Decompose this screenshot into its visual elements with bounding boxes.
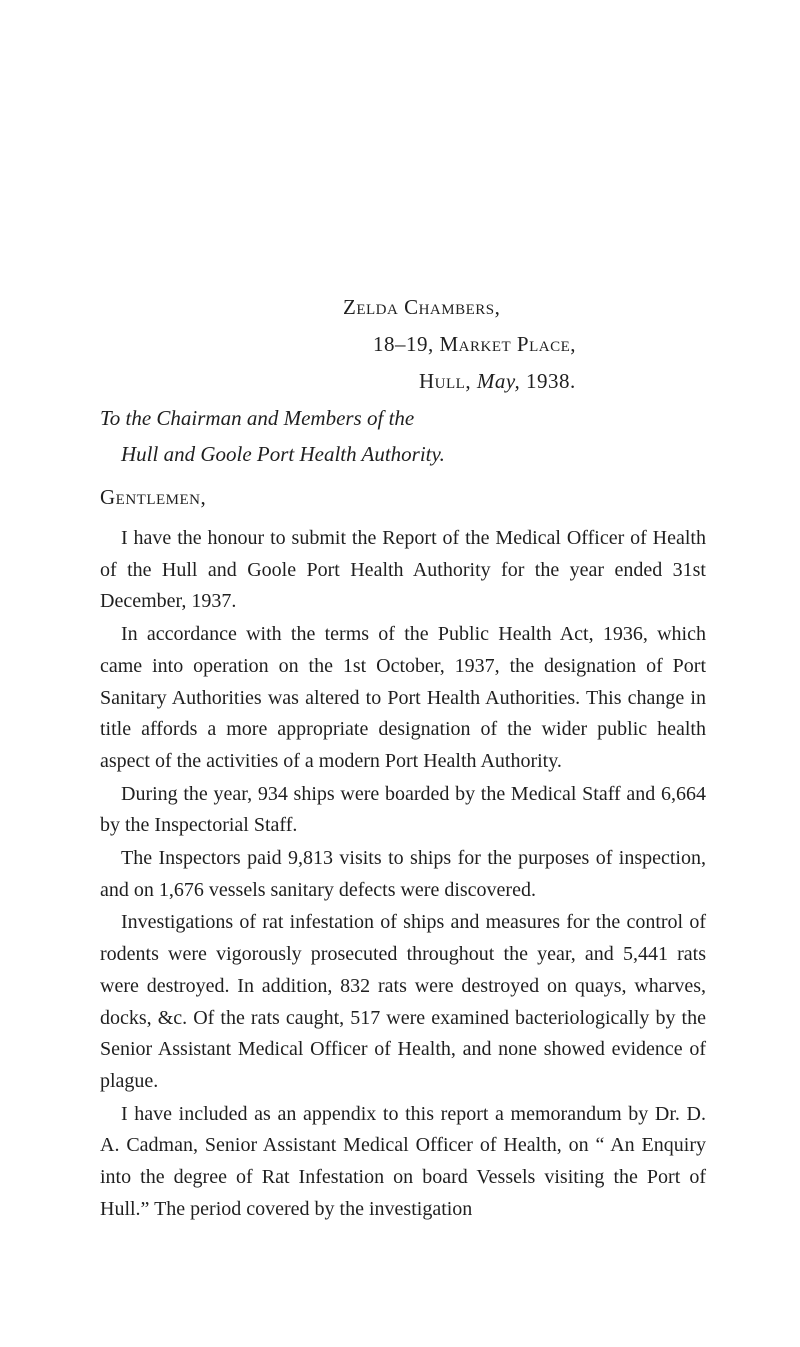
address-line-city-date: [419, 363, 576, 400]
letter-body: [100, 523, 706, 1225]
paragraph-inspector-visits: The Inspectors paid 9,813 visits to ships for the purposes of inspection, and on 1,676 vessels sanitary defects were discovered.: [100, 847, 706, 901]
address-line-street: 18–19, Market Place,: [373, 332, 577, 356]
addressee-line-1: To the Chairman and Members of the: [100, 406, 415, 430]
paragraph-rat-infestation: Investigations of rat infestation of ships and measures for the control of rodents were vigorously prosecuted throughout the year, and 5,441 rats were destroyed. In addition, 832 rats were destroyed on quays, wharves, docks, &c. Of the rats caught, 517 were examined bacteriologically by the Senior Assistant Medical Officer of Health, and none showed evidence of plague.: [100, 911, 706, 1092]
address-city: Hull,: [419, 369, 477, 393]
addressee-line-2: Hull and Goole Port Health Authority.: [121, 442, 445, 466]
paragraph-appendix-memorandum: I have included as an appendix to this report a memorandum by Dr. D. A. Cadman, Senior Assistant Medical Officer of Health, on “ An Enquiry into the degree of Rat Infestation on board Vessels visiting the Port of Hull.” The period covered by the investigation: [100, 1102, 706, 1220]
paragraph-report-submission: I have the honour to submit the Report of the Medical Officer of Health of the Hull and Goole Port Health Authority for the year ended 31st December, 1937.: [100, 527, 706, 613]
address-month: May,: [476, 369, 521, 393]
paragraph-ships-boarded: During the year, 934 ships were boarded by the Medical Staff and 6,664 by the Inspectorial Staff.: [100, 782, 706, 837]
address-year: 1938.: [520, 369, 576, 393]
paragraph-public-health-act: In accordance with the terms of the Public Health Act, 1936, which came into operation on the 1st October, 1937, the designation of Port Sanitary Authorities was altered to Port Health Authorities. This change in title affords a more appropriate designation of the wider public health aspect of the activities of a modern Port Health Authority.: [100, 623, 706, 772]
salutation: Gentlemen,: [100, 485, 207, 509]
address-line-building: Zelda Chambers,: [343, 295, 501, 319]
